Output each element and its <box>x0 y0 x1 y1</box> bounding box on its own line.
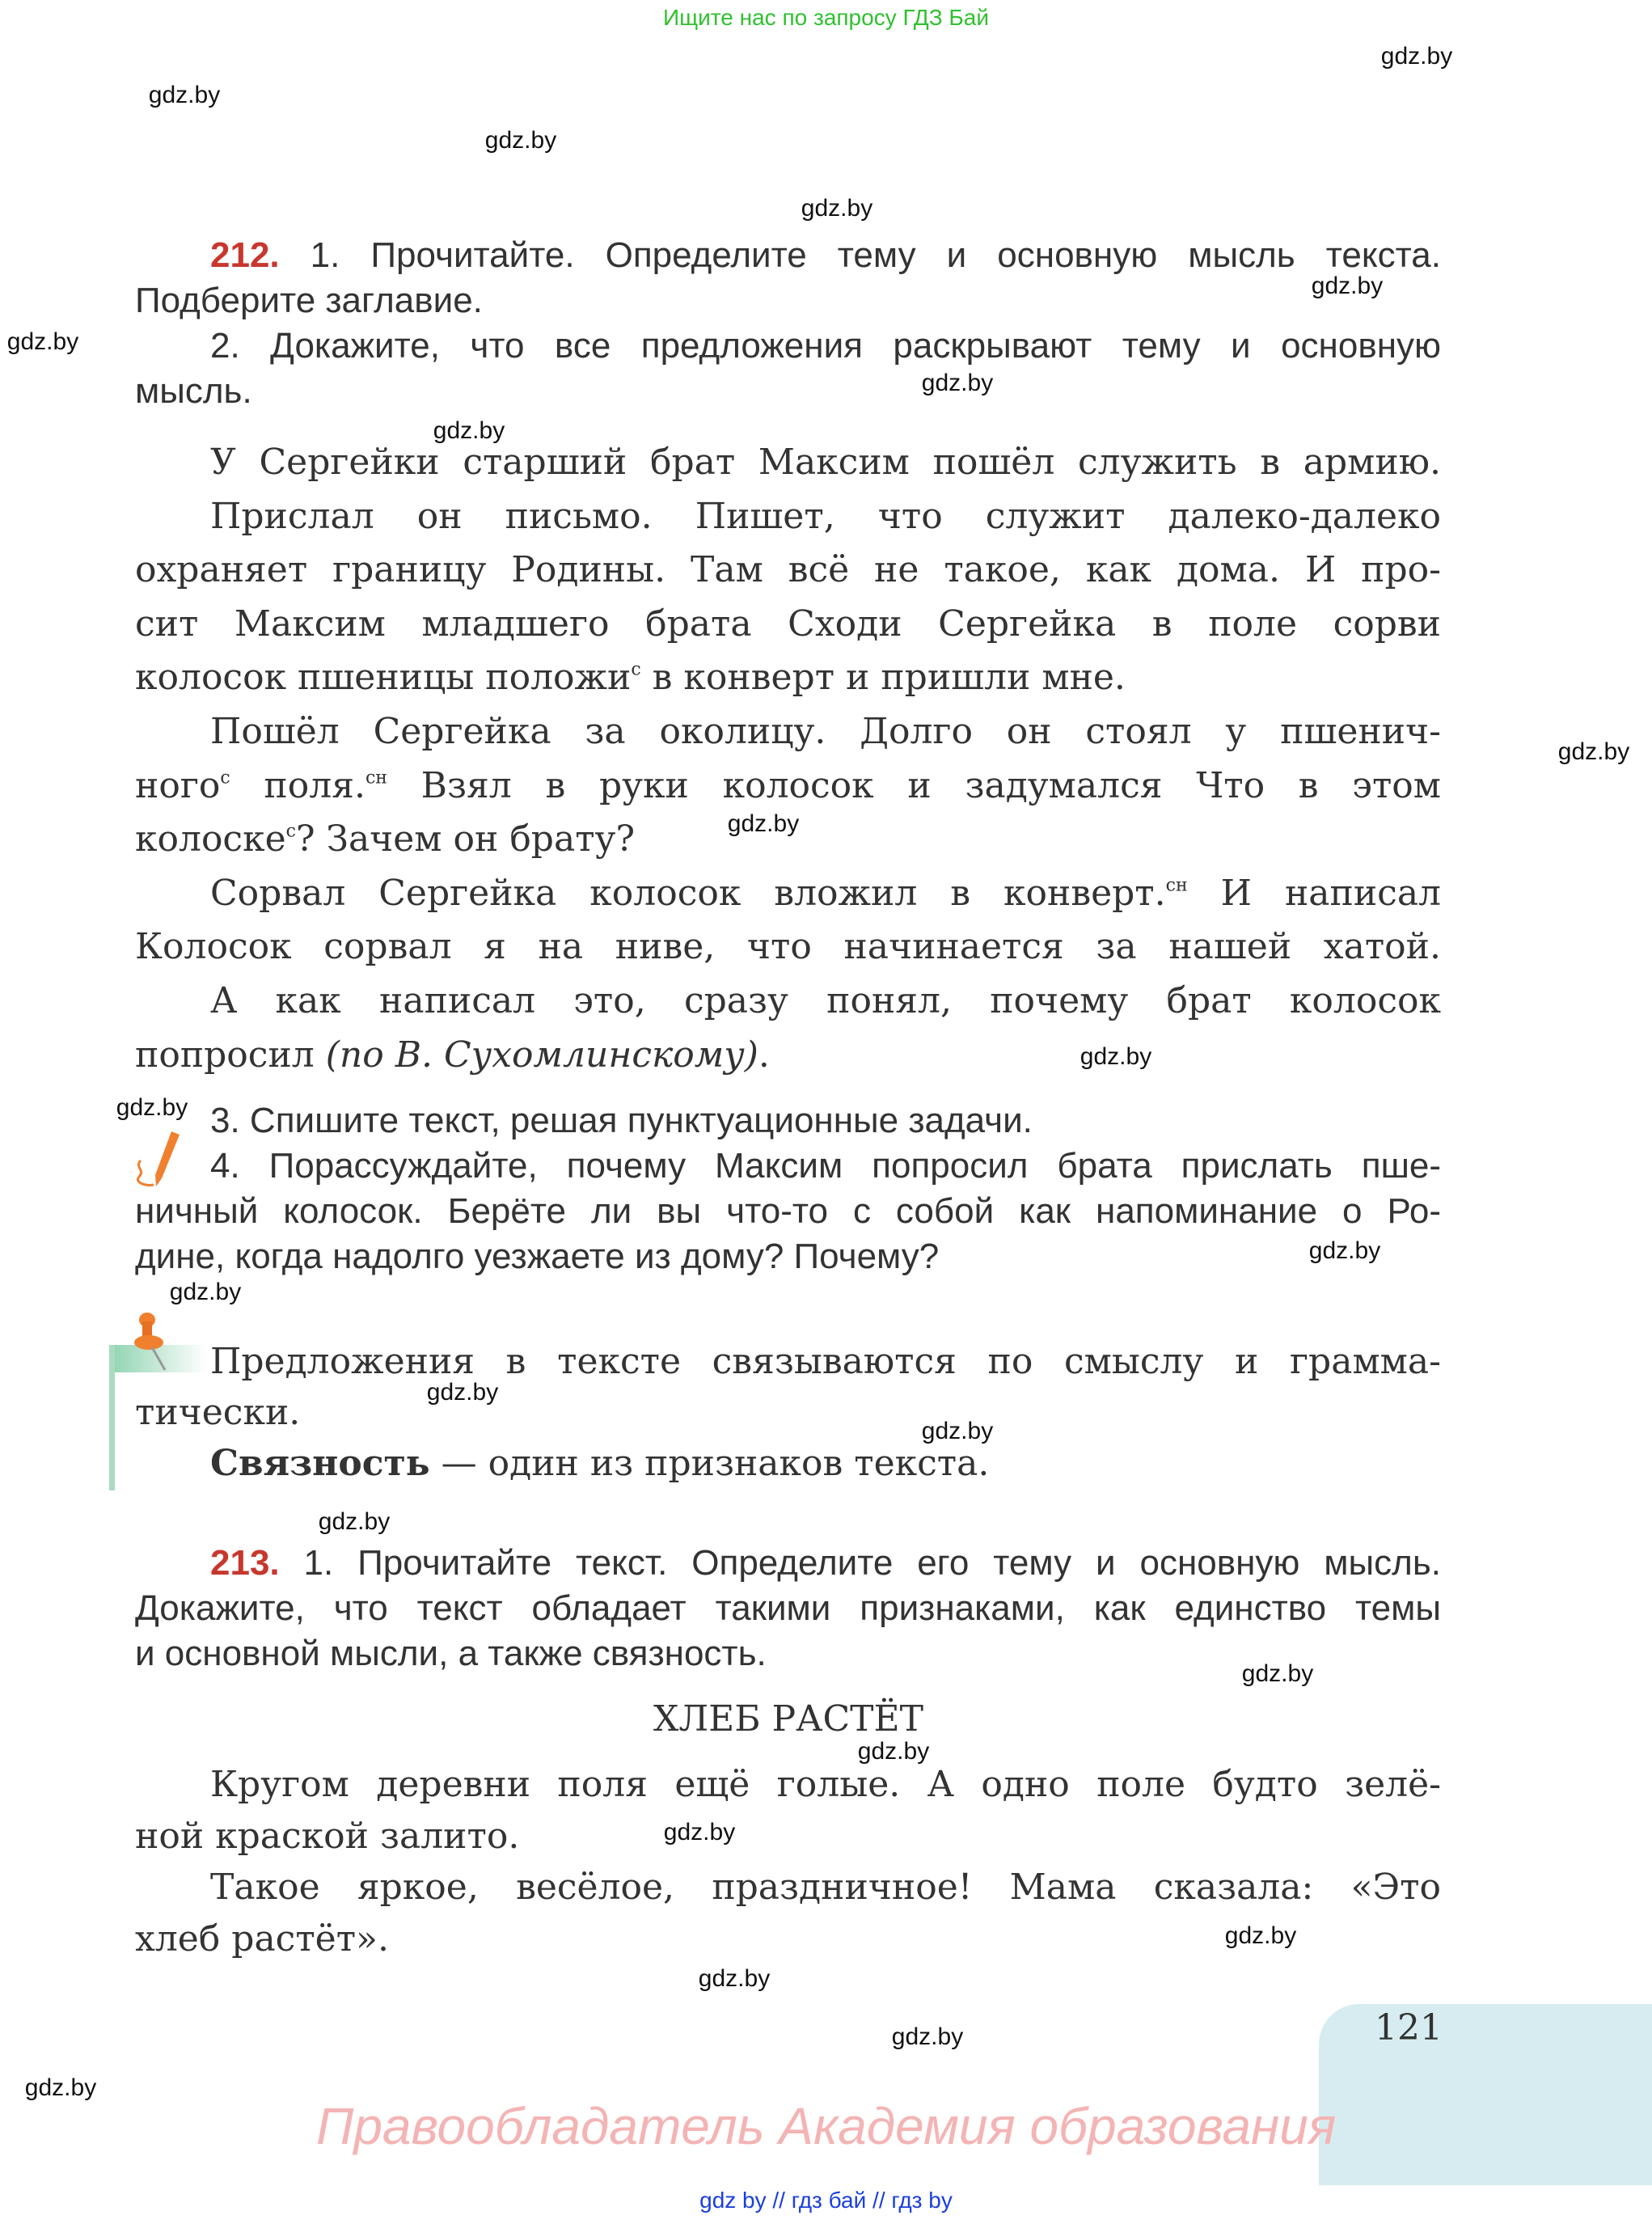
text-line <box>135 369 1441 414</box>
footnote-mark: с <box>285 821 296 842</box>
text-line <box>135 975 1441 1029</box>
text-segment: Пошёл Сергейка за околицу. Долго он стоял у пшенич- <box>210 710 1441 752</box>
watermark: gdz.by <box>1308 1237 1381 1264</box>
watermark: gdz.by <box>1080 1043 1152 1070</box>
text-segment: Докажите, что текст обладает такими признаками, как единство темы <box>135 1588 1441 1628</box>
text-line <box>135 278 1441 323</box>
text-line <box>135 436 1441 490</box>
text-segment: тически. <box>135 1392 301 1433</box>
footnote-mark: с <box>631 659 641 680</box>
watermark: gdz.by <box>857 1738 930 1765</box>
text-segment: ничный колосок. Берёте ли вы что-то с собой как напоминание о Ро- <box>135 1191 1441 1231</box>
text-segment: охраняет границу Родины. Там всё не такое, как дома. И про- <box>135 549 1441 591</box>
text-segment: поля. <box>230 764 365 806</box>
text-line <box>135 1862 1441 1913</box>
watermark: gdz.by <box>663 1819 736 1846</box>
rule-bar <box>109 1345 115 1490</box>
text-line <box>135 759 1441 814</box>
text-segment: (по В. Сухомлинскому) <box>325 1034 758 1076</box>
exercise-number: 212. <box>210 235 280 275</box>
watermark: gdz.by <box>148 82 221 108</box>
watermark: gdz.by <box>426 1379 499 1406</box>
watermark: gdz.by <box>891 2023 964 2050</box>
text-line <box>135 598 1441 652</box>
text-line <box>135 920 1441 975</box>
text-line <box>135 1144 1441 1189</box>
watermark: gdz.by <box>116 1094 188 1121</box>
text-line <box>135 323 1441 369</box>
text-line <box>135 1189 1441 1234</box>
footer-links[interactable]: gdz by // гдз бай // гдз by <box>699 2188 953 2213</box>
search-hint-link[interactable]: Ищите нас по запросу ГДЗ Бай <box>662 5 990 30</box>
text-segment: А как написал это, сразу понял, почему брат колосок <box>210 979 1441 1021</box>
text-segment: 1. Прочитайте текст. Определите его тему и основную мысль. <box>279 1543 1441 1583</box>
footnote-mark: сн <box>365 767 387 788</box>
text-line <box>135 867 1441 921</box>
text-line <box>135 1438 1441 1489</box>
text-segment: колосок пшеницы положи <box>135 657 632 699</box>
text-segment: Взял в руки колосок и задумался Что в этом <box>387 764 1442 806</box>
watermark: gdz.by <box>1311 273 1384 299</box>
watermark: gdz.by <box>801 195 873 222</box>
watermark: gdz.by <box>698 1965 771 1992</box>
text-line <box>135 233 1441 278</box>
text-segment: Колосок сорвал я на ниве, что начинается за нашей хатой. <box>135 926 1441 968</box>
watermark: gdz.by <box>24 2074 97 2101</box>
watermark: gdz.by <box>921 370 994 396</box>
text-segment: ного <box>135 764 221 806</box>
watermark: gdz.by <box>727 810 800 837</box>
text-line <box>135 490 1441 544</box>
text-line <box>135 1029 1441 1083</box>
text-segment: — один из признаков текста. <box>429 1443 990 1484</box>
text-segment: У Сергейки старший брат Максим пошёл служить в армию. <box>210 442 1441 483</box>
watermark: gdz.by <box>433 417 505 444</box>
text-segment: дине, когда надолго уезжаете из дому? Почему? <box>135 1237 940 1276</box>
watermark: gdz.by <box>318 1508 391 1535</box>
text-line <box>135 1541 1441 1586</box>
text-line <box>135 1811 1441 1862</box>
exercise-number: 213. <box>210 1543 280 1583</box>
exercise-212-tasks <box>135 1098 1441 1279</box>
text-segment: попросил <box>135 1034 326 1076</box>
text-line <box>135 1586 1441 1631</box>
text-segment: Сорвал Сергейка колосок вложил в конверт. <box>210 872 1166 914</box>
text-segment: Кругом деревни поля ещё голые. А одно поле будто зелё- <box>210 1764 1441 1805</box>
watermark: gdz.by <box>1241 1660 1314 1687</box>
text-segment: Такое яркое, весёлое, праздничное! Мама сказала: «Это <box>210 1867 1441 1909</box>
story-title: ХЛЕБ РАСТЁТ <box>653 1698 923 1740</box>
text-segment: 3. Спишите текст, решая пунктуационные задачи. <box>210 1101 1033 1140</box>
exercise-212-story <box>135 436 1441 1082</box>
text-segment: 4. Порассуждайте, почему Максим попросил брата прислать пше- <box>210 1146 1441 1186</box>
text-segment: и основной мысли, а также связность. <box>135 1634 767 1673</box>
page-number: 121 <box>1375 2007 1443 2049</box>
text-segment: Предложения в тексте связываются по смыслу и грамма- <box>210 1341 1441 1382</box>
footnote-mark: с <box>220 767 230 788</box>
text-segment: Подберите заглавие. <box>135 281 483 320</box>
copyright-notice: Правообладатель Академия образования <box>315 2097 1337 2155</box>
text-segment: Прислал он письмо. Пишет, что служит далеко-далеко <box>210 495 1441 537</box>
text-line <box>135 1234 1441 1279</box>
watermark: gdz.by <box>484 127 557 154</box>
text-segment: в конверт и пришли мне. <box>640 657 1126 699</box>
text-segment: сит Максим младшего брата Сходи Сергейка в поле сорви <box>135 603 1441 645</box>
watermark: gdz.by <box>1224 1922 1297 1949</box>
text-segment: ной краской залито. <box>135 1815 520 1857</box>
text-line <box>135 1098 1441 1144</box>
text-segment: 1. Прочитайте. Определите тему и основную мысль текста. <box>279 235 1441 275</box>
text-segment: мысль. <box>135 371 252 411</box>
text-segment: Связность <box>210 1443 430 1484</box>
exercise-213-instructions <box>135 1541 1441 1676</box>
text-segment: ? Зачем он брату? <box>295 818 636 860</box>
watermark: gdz.by <box>6 328 79 355</box>
page-number-box <box>1319 2004 1652 2185</box>
exercise-212-instructions <box>135 233 1441 414</box>
text-segment: колоске <box>135 818 286 860</box>
text-segment: И написал <box>1187 872 1441 914</box>
footnote-mark: сн <box>1165 875 1188 896</box>
text-line <box>135 1387 1441 1438</box>
text-segment: . <box>758 1034 770 1076</box>
rule-text <box>135 1336 1441 1489</box>
text-line <box>135 705 1441 759</box>
text-line <box>135 1336 1441 1387</box>
watermark: gdz.by <box>1380 43 1453 70</box>
text-segment: 2. Докажите, что все предложения раскрывают тему и основную <box>210 326 1441 366</box>
text-line <box>135 651 1441 705</box>
text-line <box>135 1759 1441 1811</box>
watermark: gdz.by <box>1557 738 1630 765</box>
watermark: gdz.by <box>169 1279 242 1305</box>
watermark: gdz.by <box>921 1418 994 1444</box>
text-segment: хлеб растёт». <box>135 1918 389 1960</box>
text-line <box>135 543 1441 598</box>
